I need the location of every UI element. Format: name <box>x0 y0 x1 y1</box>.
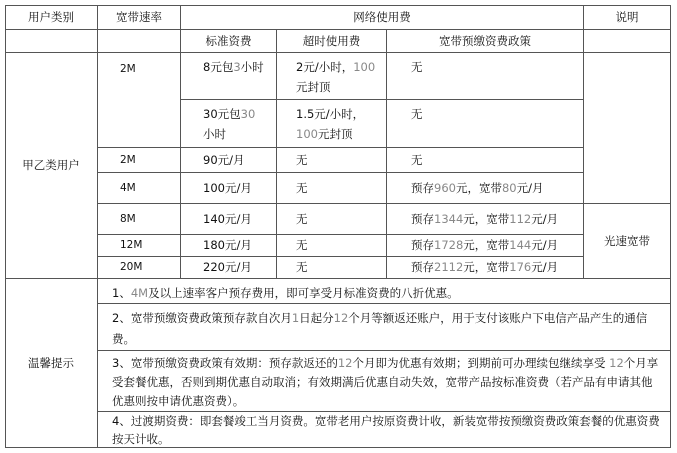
header-blank-3 <box>584 30 671 53</box>
std-cell-r3: 90元/月 <box>181 148 277 173</box>
overtime-cell-r5: 无 <box>277 204 387 235</box>
header-user-type: 用户类别 <box>5 5 98 30</box>
tip-4: 4、过渡期资费：即套餐竣工当月资费。宽带老用户按原资费计收，新装宽带按预缴资费政策套餐的优惠资费按天计收。 <box>98 412 671 448</box>
header-network-fee: 网络使用费 <box>181 5 584 30</box>
prepay-cell-r1: 无 <box>387 53 584 100</box>
header-blank-1 <box>5 30 98 53</box>
std-cell-r7: 220元/月 <box>181 257 277 279</box>
speed-cell-2m-a: 2M <box>98 53 181 148</box>
prepay-cell-r6: 预存1728元，宽带144元/月 <box>387 235 584 257</box>
tip-3: 3、宽带预缴资费政策有效期：预存款返还的12个月即为优惠有效期；到期前可办理续包继续享受 12个月享受套餐优惠，否则到期优惠自动取消；有效期满后优惠自动失效，宽带产品按标准资费（若产品有申请其他优惠则按申请优惠资费）。 <box>98 351 671 412</box>
user-type-cell: 甲乙类用户 <box>5 53 98 279</box>
prepay-cell-r5: 预存1344元，宽带112元/月 <box>387 204 584 235</box>
overtime-cell-r6: 无 <box>277 235 387 257</box>
std-cell-r1: 8元包3小时 <box>181 53 277 100</box>
prepay-cell-r3: 无 <box>387 148 584 173</box>
overtime-cell-r3: 无 <box>277 148 387 173</box>
overtime-cell-r4: 无 <box>277 173 387 204</box>
header-standard: 标准资费 <box>181 30 277 53</box>
tariff-table <box>5 5 671 448</box>
header-overtime: 超时使用费 <box>277 30 387 53</box>
std-cell-r2: 30元包30小时 <box>181 100 277 148</box>
tip-2: 2、宽带预缴资费政策预存款自次月1日起分12个月等额返还账户，用于支付该账户下电信产品产生的通信费。 <box>98 304 671 351</box>
speed-cell-2m-b: 2M <box>98 148 181 173</box>
std-cell-r4: 100元/月 <box>181 173 277 204</box>
std-cell-r6: 180元/月 <box>181 235 277 257</box>
overtime-cell-r2: 1.5元/小时，100元封顶 <box>277 100 387 148</box>
note-cell: 光速宽带 <box>584 204 671 279</box>
note-blank-top <box>584 53 671 204</box>
speed-cell-20m: 20M <box>98 257 181 279</box>
overtime-cell-r7: 无 <box>277 257 387 279</box>
header-speed: 宽带速率 <box>98 5 181 30</box>
header-blank-2 <box>98 30 181 53</box>
header-note: 说明 <box>584 5 671 30</box>
overtime-cell-r1: 2元/小时，100元封顶 <box>277 53 387 100</box>
tips-label: 温馨提示 <box>5 279 98 448</box>
tip-1: 1、4M及以上速率客户预存费用，即可享受月标准资费的八折优惠。 <box>98 279 671 304</box>
speed-cell-8m: 8M <box>98 204 181 235</box>
prepay-cell-r2: 无 <box>387 100 584 148</box>
prepay-cell-r7: 预存2112元，宽带176元/月 <box>387 257 584 279</box>
speed-cell-4m: 4M <box>98 173 181 204</box>
std-cell-r5: 140元/月 <box>181 204 277 235</box>
prepay-cell-r4: 预存960元，宽带80元/月 <box>387 173 584 204</box>
speed-cell-12m: 12M <box>98 235 181 257</box>
header-prepay-policy: 宽带预缴资费政策 <box>387 30 584 53</box>
